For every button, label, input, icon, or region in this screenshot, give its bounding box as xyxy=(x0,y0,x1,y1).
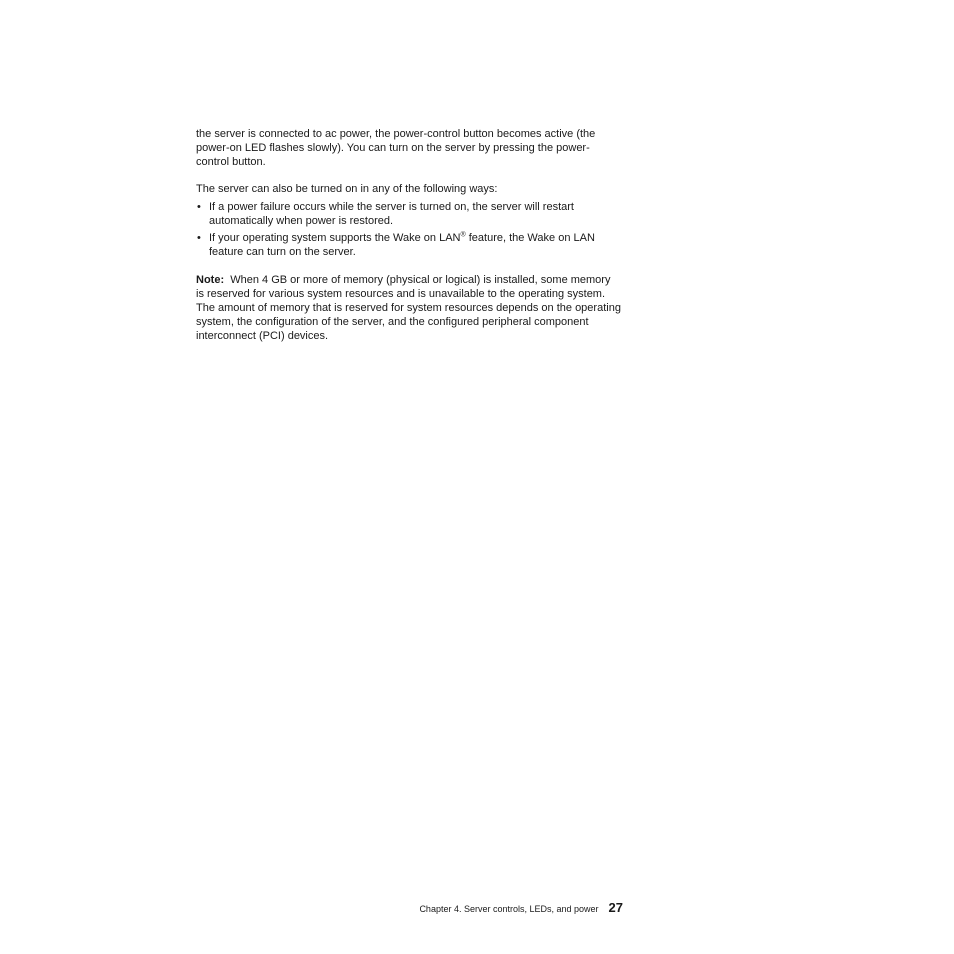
list-item xyxy=(196,231,621,259)
ways-paragraph: The server can also be turned on in any of the following ways: xyxy=(196,183,498,195)
note-text: When 4 GB or more of memory (physical or logical) is installed, some memory is reserved for various system resources and is unavailable to the operating system. The amount of memory that is reserved for system resources depends on the operating system, the configuration of the server, and the configured peripheral component interconnect (PCI) devices. xyxy=(196,274,621,342)
intro-paragraph: the server is connected to ac power, the power-control button becomes active (the power-on LED flashes slowly). You can turn on the server by pressing the power-control button. xyxy=(196,128,596,168)
list-item-text-before: If your operating system supports the Wake on LAN xyxy=(209,232,461,244)
list-item xyxy=(196,200,621,228)
list-item-text-after: feature, the Wake on LAN feature can turn on the server. xyxy=(209,232,595,258)
note-paragraph xyxy=(196,273,621,343)
page-body xyxy=(196,127,621,343)
bullet-list xyxy=(196,200,621,259)
bullet-icon: • xyxy=(197,201,201,213)
footer-chapter: Chapter 4. Server controls, LEDs, and power xyxy=(419,904,599,914)
page-footer xyxy=(400,900,623,917)
bullet-icon: • xyxy=(197,232,201,244)
note-label: Note: xyxy=(196,274,225,286)
list-item-text: If a power failure occurs while the server is turned on, the server will restart automatically when power is restored. xyxy=(209,201,574,227)
page-number: 27 xyxy=(608,900,623,915)
registered-mark: ® xyxy=(460,231,466,239)
